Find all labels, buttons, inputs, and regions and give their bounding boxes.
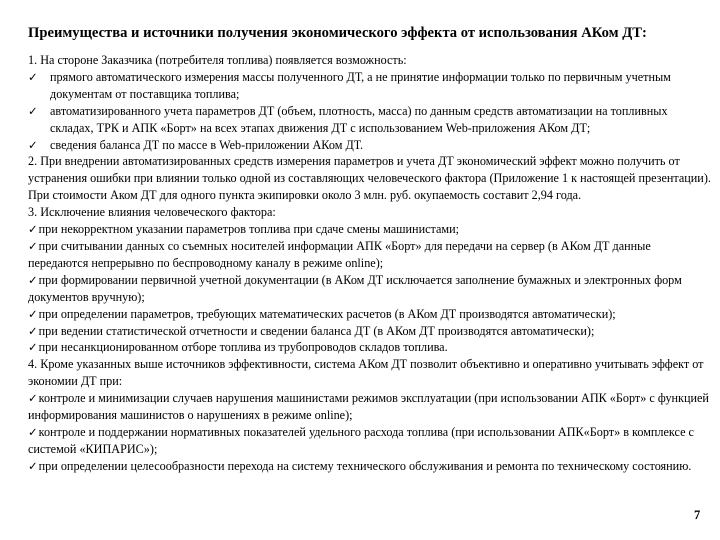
bullet-text: при определении параметров, требующих математических расчетов (в АКом ДТ производятся автоматически); xyxy=(38,306,616,321)
checkmark-icon: ✓ xyxy=(28,137,38,152)
checkmark-icon: ✓ xyxy=(28,323,38,338)
bullet-text: при ведении статистической отчетности и сведении баланса ДТ (в АКом ДТ производятся автоматически); xyxy=(38,323,595,338)
checkmark-icon: ✓ xyxy=(28,272,38,287)
bullet-text: при некорректном указании параметров топлива при сдаче смены машинистами; xyxy=(38,222,460,237)
bullet-item xyxy=(28,272,712,306)
bullet-item xyxy=(28,221,712,238)
bullet-text: при несанкционированном отборе топлива из трубопроводов складов топлива. xyxy=(38,340,448,355)
checkmark-icon: ✓ xyxy=(28,103,38,118)
page-number: 7 xyxy=(694,508,701,522)
bullet-text: контроле и поддержании нормативных показателей удельного расхода топлива (при использовании АПК«Борт» в комплексе с системой «КИПАРИС»); xyxy=(28,424,694,456)
bullet-item xyxy=(28,103,712,137)
slide-content xyxy=(28,52,712,475)
checkmark-icon: ✓ xyxy=(28,424,38,439)
bullet-text: контроле и минимизации случаев нарушения машинистами режимов эксплуатации (при использовании АПК «Борт» с функцией информирования машинистов о нарушениях в режиме online); xyxy=(28,391,709,423)
checkmark-icon: ✓ xyxy=(28,340,38,355)
bullet-item xyxy=(28,137,712,154)
checkmark-icon: ✓ xyxy=(28,306,38,321)
bullet-item xyxy=(28,238,712,272)
checkmark-icon: ✓ xyxy=(28,222,38,237)
bullet-text: автоматизированного учета параметров ДТ (объем, плотность, масса) по данным средств автоматизации на топливных складах, ТРК и АПК «Борт» на всех этапах движения ДТ с использованием Web-приложения АКом ДТ; xyxy=(50,103,668,135)
section-heading: 1. На стороне Заказчика (потребителя топлива) появляется возможность: xyxy=(28,53,407,67)
bullet-item xyxy=(28,69,712,103)
section-heading: 2. При внедрении автоматизированных средств измерения параметров и учета ДТ экономический эффект можно получить от устранения ошибки при влиянии только одной из составляющих человеческого фактора (Приложение 1 к настоящей презентации). При стоимости Аком ДТ для одного пункта экипировки около 3 млн. руб. окупаемость составит 2,94 года. xyxy=(28,154,711,203)
bullet-text: при определении целесообразности перехода на систему технического обслуживания и ремонта по техническому состоянию. xyxy=(38,458,692,473)
checkmark-icon: ✓ xyxy=(28,391,38,406)
bullet-item xyxy=(28,323,712,340)
section-heading: 3. Исключение влияния человеческого фактора: xyxy=(28,205,276,220)
bullet-text: сведения баланса ДТ по массе в Web-приложении АКом ДТ. xyxy=(50,137,364,152)
bullet-item xyxy=(28,306,712,323)
bullet-item xyxy=(28,390,712,424)
bullet-item xyxy=(28,458,712,475)
bullet-text: при считывании данных со съемных носителей информации АПК «Борт» для передачи на сервер (в АКом ДТ данные передаются непрерывно по беспроводному каналу в режиме online); xyxy=(28,238,651,270)
slide-title: Преимущества и источники получения экономического эффекта от использования АКом ДТ: xyxy=(28,25,647,41)
checkmark-icon: ✓ xyxy=(28,458,38,473)
checkmark-icon: ✓ xyxy=(28,238,38,253)
bullet-text: прямого автоматического измерения массы полученного ДТ, а не принятие информации только по первичным учетным документам от поставщика топлива; xyxy=(50,69,671,101)
bullet-text: при формировании первичной учетной документации (в АКом ДТ исключается заполнение бумажных и электронных форм документов вручную); xyxy=(28,272,682,304)
checkmark-icon: ✓ xyxy=(28,69,38,84)
bullet-item xyxy=(28,339,712,356)
bullet-item xyxy=(28,424,712,458)
section-heading: 4. Кроме указанных выше источников эффективности, система АКом ДТ позволит объективно и оперативно учитывать эффект от экономии ДТ при: xyxy=(28,357,704,389)
